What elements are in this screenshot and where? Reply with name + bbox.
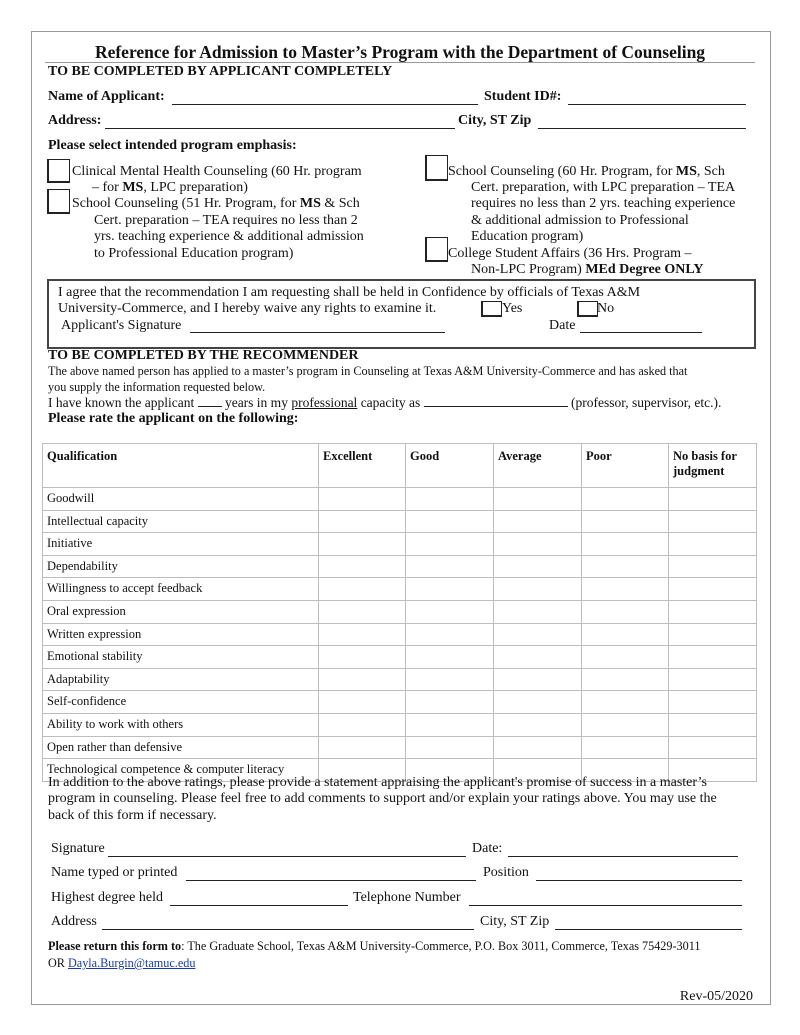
rating-cell[interactable] [582, 510, 669, 533]
rating-cell[interactable] [319, 623, 406, 646]
program-csa-line2 [471, 262, 704, 278]
rating-cell[interactable] [582, 578, 669, 601]
recommender-city-field[interactable] [555, 929, 742, 930]
consent-yes-checkbox[interactable] [481, 301, 502, 317]
program-csa-degree: MEd Degree ONLY [585, 262, 704, 277]
consent-line2: University-Commerce, and I hereby waive any rights to examine it. [58, 301, 437, 316]
program-school51-line3: yrs. teaching experience & additional admission [94, 229, 364, 244]
rating-cell[interactable] [582, 691, 669, 714]
title-rule [45, 62, 755, 63]
rating-cell[interactable] [669, 668, 757, 691]
rating-cell[interactable] [494, 600, 582, 623]
table-row [43, 533, 757, 556]
recommender-intro1: The above named person has applied to a master’s program in Counseling at Texas A&M University-Commerce and has asked that [48, 364, 688, 378]
rating-cell[interactable] [582, 555, 669, 578]
rating-cell[interactable] [494, 578, 582, 601]
rating-cell[interactable] [669, 736, 757, 759]
applicant-signature-label: Applicant's Signature [61, 318, 182, 333]
degree-label: Highest degree held [51, 890, 163, 905]
recommender-telephone-field[interactable] [469, 905, 742, 906]
rating-cell[interactable] [669, 691, 757, 714]
applicant-signature-field[interactable] [190, 332, 445, 333]
rating-cell[interactable] [494, 488, 582, 511]
rating-cell[interactable] [406, 510, 494, 533]
statement-line1: In addition to the above ratings, please provide a statement appraising the applicant's promise of success in a master’s [48, 775, 707, 790]
rating-cell[interactable] [406, 736, 494, 759]
rating-cell[interactable] [319, 578, 406, 601]
qualification-name: Intellectual capacity [43, 510, 319, 533]
rating-cell[interactable] [494, 668, 582, 691]
known-text-d: capacity as [360, 395, 421, 410]
recommender-address-field[interactable] [102, 929, 474, 930]
program-school51-line4: to Professional Education program) [94, 246, 294, 261]
rating-cell[interactable] [319, 736, 406, 759]
recommender-date-field[interactable] [508, 856, 738, 857]
column-header: Excellent [319, 444, 406, 488]
years-known-field[interactable] [198, 406, 222, 407]
qualification-name: Initiative [43, 533, 319, 556]
applicant-heading: TO BE COMPLETED BY APPLICANT COMPLETELY [48, 64, 393, 79]
rating-cell[interactable] [669, 555, 757, 578]
student-id-label: Student ID#: [484, 89, 562, 104]
student-id-field[interactable] [568, 104, 746, 105]
known-text-b: years in my [224, 395, 288, 410]
known-applicant-line [48, 395, 721, 411]
name-label: Name of Applicant: [48, 89, 165, 104]
recommender-signature-field[interactable] [108, 856, 466, 857]
applicant-date-label: Date [549, 318, 576, 333]
city-field[interactable] [538, 128, 746, 129]
recommender-degree-field[interactable] [170, 905, 348, 906]
rating-cell[interactable] [582, 713, 669, 736]
rating-cell[interactable] [494, 736, 582, 759]
return-label: Please return this form to [48, 939, 182, 953]
rating-cell[interactable] [406, 623, 494, 646]
city-label: City, ST Zip [458, 113, 532, 128]
program-school51-line1: School Counseling (51 Hr. Program, for MS & Sch [72, 196, 360, 211]
rating-cell[interactable] [319, 510, 406, 533]
table-row [43, 668, 757, 691]
rating-cell[interactable] [319, 691, 406, 714]
or-text: OR [48, 956, 68, 970]
address-label-2: Address [51, 914, 97, 929]
program-school60-line4: & additional admission to Professional [471, 213, 689, 228]
table-row [43, 691, 757, 714]
consent-no-checkbox[interactable] [577, 301, 598, 317]
rating-cell[interactable] [582, 736, 669, 759]
applicant-date-field[interactable] [580, 332, 702, 333]
capacity-field[interactable] [424, 406, 568, 407]
program-clinical-line2: – for MS, LPC preparation) [92, 180, 248, 195]
recommender-position-field[interactable] [536, 880, 742, 881]
rating-cell[interactable] [319, 600, 406, 623]
rating-table-header [43, 444, 757, 488]
rating-cell[interactable] [582, 600, 669, 623]
rating-cell[interactable] [319, 646, 406, 669]
program-school60-line3: requires no less than 2 yrs. teaching experience [471, 196, 736, 211]
qualification-name: Dependability [43, 555, 319, 578]
rating-cell[interactable] [406, 691, 494, 714]
rating-cell[interactable] [494, 510, 582, 533]
qualification-name: Emotional stability [43, 646, 319, 669]
program-school51-line2: Cert. preparation – TEA requires no less than 2 [94, 213, 358, 228]
rating-cell[interactable] [319, 488, 406, 511]
rating-cell[interactable] [669, 578, 757, 601]
date-label: Date: [472, 841, 503, 856]
revision-label: Rev-05/2020 [679, 989, 753, 1004]
recommender-name-field[interactable] [186, 880, 476, 881]
rating-cell[interactable] [582, 646, 669, 669]
signature-label: Signature [51, 841, 105, 856]
qualification-name: Open rather than defensive [43, 736, 319, 759]
rating-table [42, 443, 757, 782]
table-row [43, 488, 757, 511]
column-header: Good [406, 444, 494, 488]
rating-cell[interactable] [406, 578, 494, 601]
rating-cell[interactable] [669, 646, 757, 669]
qualification-name: Oral expression [43, 600, 319, 623]
consent-line1: I agree that the recommendation I am requesting shall be held in Confidence by officials of Texas A&M [58, 285, 641, 300]
qualification-name: Ability to work with others [43, 713, 319, 736]
statement-line3: back of this form if necessary. [48, 808, 217, 823]
city-label-2: City, ST Zip [480, 914, 550, 929]
table-row [43, 736, 757, 759]
rating-cell[interactable] [406, 555, 494, 578]
rating-cell[interactable] [669, 713, 757, 736]
column-header: Qualification [43, 444, 319, 488]
rating-cell[interactable] [406, 488, 494, 511]
rate-prompt: Please rate the applicant on the following: [48, 411, 299, 426]
form-title: Reference for Admission to Master’s Program with the Department of Counseling [94, 42, 706, 62]
address-field[interactable] [105, 128, 455, 129]
rating-cell[interactable] [406, 600, 494, 623]
rating-cell[interactable] [669, 623, 757, 646]
rating-cell[interactable] [669, 533, 757, 556]
return-instructions [48, 939, 700, 953]
rating-cell[interactable] [406, 713, 494, 736]
rating-cell[interactable] [494, 646, 582, 669]
applicant-name-field[interactable] [172, 104, 478, 105]
program-csa-text: Non-LPC Program) [471, 262, 586, 277]
program-checkbox-clinical[interactable] [47, 159, 70, 183]
table-row [43, 510, 757, 533]
telephone-label: Telephone Number [353, 890, 461, 905]
qualification-name: Goodwill [43, 488, 319, 511]
rating-cell[interactable] [582, 668, 669, 691]
rating-cell[interactable] [406, 668, 494, 691]
table-row [43, 623, 757, 646]
rating-cell[interactable] [319, 555, 406, 578]
known-text-a: I have known the applicant [48, 395, 195, 410]
qualification-name: Written expression [43, 623, 319, 646]
table-row [43, 578, 757, 601]
rating-cell[interactable] [669, 510, 757, 533]
table-row [43, 646, 757, 669]
rating-cell[interactable] [494, 623, 582, 646]
name-printed-label: Name typed or printed [51, 865, 178, 880]
qualification-name: Technological competence & computer literacy [43, 759, 319, 782]
rating-cell[interactable] [494, 555, 582, 578]
program-school60-line2: Cert. preparation, with LPC preparation – TEA [471, 180, 736, 195]
table-row [43, 555, 757, 578]
statement-line2: program in counseling. Please feel free to add comments to support and/or explain your ratings above. You may use the [48, 791, 717, 806]
consent-yes-label: Yes [502, 301, 523, 316]
qualification-name: Willingness to accept feedback [43, 578, 319, 601]
column-header: No basis for judgment [669, 444, 757, 488]
rating-cell[interactable] [406, 533, 494, 556]
rating-cell[interactable] [669, 488, 757, 511]
program-checkbox-school-60[interactable] [425, 155, 448, 181]
return-email-line [48, 956, 195, 970]
program-prompt: Please select intended program emphasis: [48, 138, 297, 153]
known-text-professional: professional [291, 395, 358, 410]
program-clinical-line1: Clinical Mental Health Counseling (60 Hr. program [72, 164, 362, 179]
table-row [43, 713, 757, 736]
rating-cell[interactable] [582, 623, 669, 646]
rating-cell[interactable] [494, 691, 582, 714]
known-text-e: (professor, supervisor, etc.). [571, 395, 722, 410]
recommender-intro2: you supply the information requested below. [48, 380, 266, 394]
return-address: : The Graduate School, Texas A&M University-Commerce, P.O. Box 3011, Commerce, Texas 75429-3011 [181, 939, 701, 953]
rating-cell[interactable] [494, 713, 582, 736]
program-checkbox-csa[interactable] [425, 237, 448, 262]
address-label: Address: [48, 113, 102, 128]
rating-cell[interactable] [582, 533, 669, 556]
qualification-name: Adaptability [43, 668, 319, 691]
qualification-name: Self-confidence [43, 691, 319, 714]
position-label: Position [483, 865, 529, 880]
column-header: Average [494, 444, 582, 488]
column-header: Poor [582, 444, 669, 488]
rating-cell[interactable] [319, 713, 406, 736]
rating-cell[interactable] [319, 533, 406, 556]
program-csa-line1: College Student Affairs (36 Hrs. Program – [448, 246, 692, 261]
rating-cell[interactable] [669, 600, 757, 623]
consent-no-label: No [597, 301, 615, 316]
program-school60-line1: School Counseling (60 Hr. Program, for MS, Sch [448, 164, 725, 179]
program-checkbox-school-51[interactable] [47, 189, 70, 214]
program-school60-line5: Education program) [471, 229, 584, 244]
rating-cell[interactable] [582, 488, 669, 511]
table-row [43, 600, 757, 623]
recommender-heading: TO BE COMPLETED BY THE RECOMMENDER [48, 348, 359, 363]
email-link[interactable]: Dayla.Burgin@tamuc.edu [67, 956, 196, 970]
rating-cell[interactable] [406, 646, 494, 669]
rating-cell[interactable] [494, 533, 582, 556]
rating-cell[interactable] [319, 668, 406, 691]
